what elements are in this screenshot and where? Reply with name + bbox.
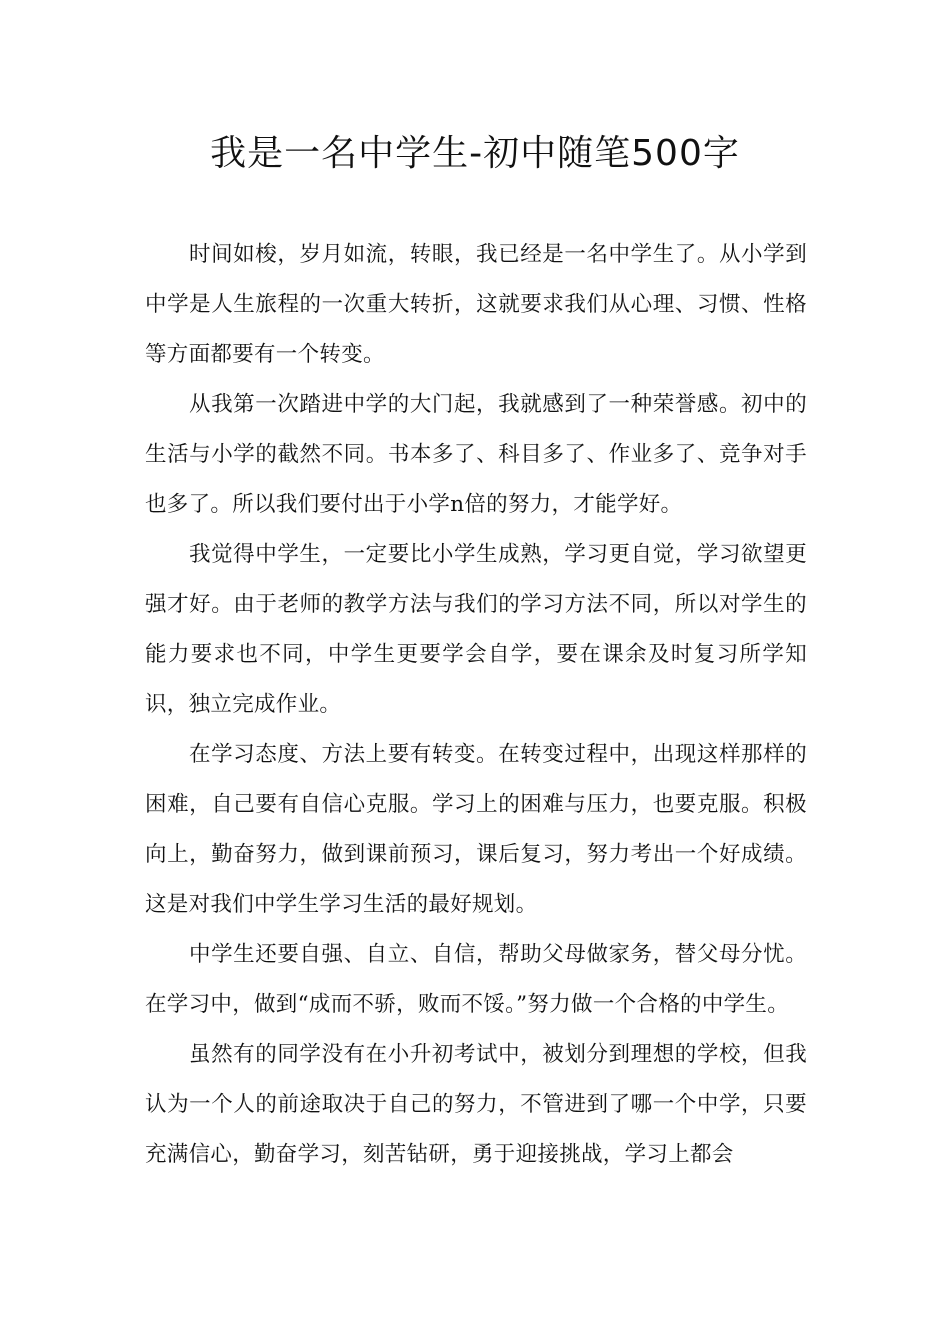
paragraph-2: 从我第一次踏进中学的大门起，我就感到了一种荣誉感。初中的生活与小学的截然不同。书本多了、科目多了、作业多了、竞争对手也多了。所以我们要付出于小学n倍的努力，才能学好。 — [145, 392, 807, 517]
paragraph-1: 时间如梭，岁月如流，转眼，我已经是一名中学生了。从小学到中学是人生旅程的一次重大转折，这就要求我们从心理、习惯、性格等方面都要有一个转变。 — [145, 242, 807, 367]
paragraph-6: 虽然有的同学没有在小升初考试中，被划分到理想的学校，但我认为一个人的前途取决于自己的努力，不管进到了哪一个中学，只要充满信心，勤奋学习，刻苦钻研，勇于迎接挑战，学习上都会 — [145, 1042, 807, 1167]
document-title: 我是一名中学生-初中随笔500字 — [210, 133, 740, 174]
document-body — [145, 230, 807, 1180]
paragraph-5: 中学生还要自强、自立、自信，帮助父母做家务，替父母分忧。在学习中，做到“成而不骄，败而不馁。”努力做一个合格的中学生。 — [145, 942, 807, 1017]
paragraph-4: 在学习态度、方法上要有转变。在转变过程中，出现这样那样的困难，自己要有自信心克服。学习上的困难与压力，也要克服。积极向上，勤奋努力，做到课前预习，课后复习，努力考出一个好成绩。这是对我们中学生学习生活的最好规划。 — [145, 742, 807, 917]
paragraph-3: 我觉得中学生，一定要比小学生成熟，学习更自觉，学习欲望更强才好。由于老师的教学方法与我们的学习方法不同，所以对学生的能力要求也不同，中学生更要学会自学，要在课余及时复习所学知识，独立完成作业。 — [145, 542, 807, 717]
